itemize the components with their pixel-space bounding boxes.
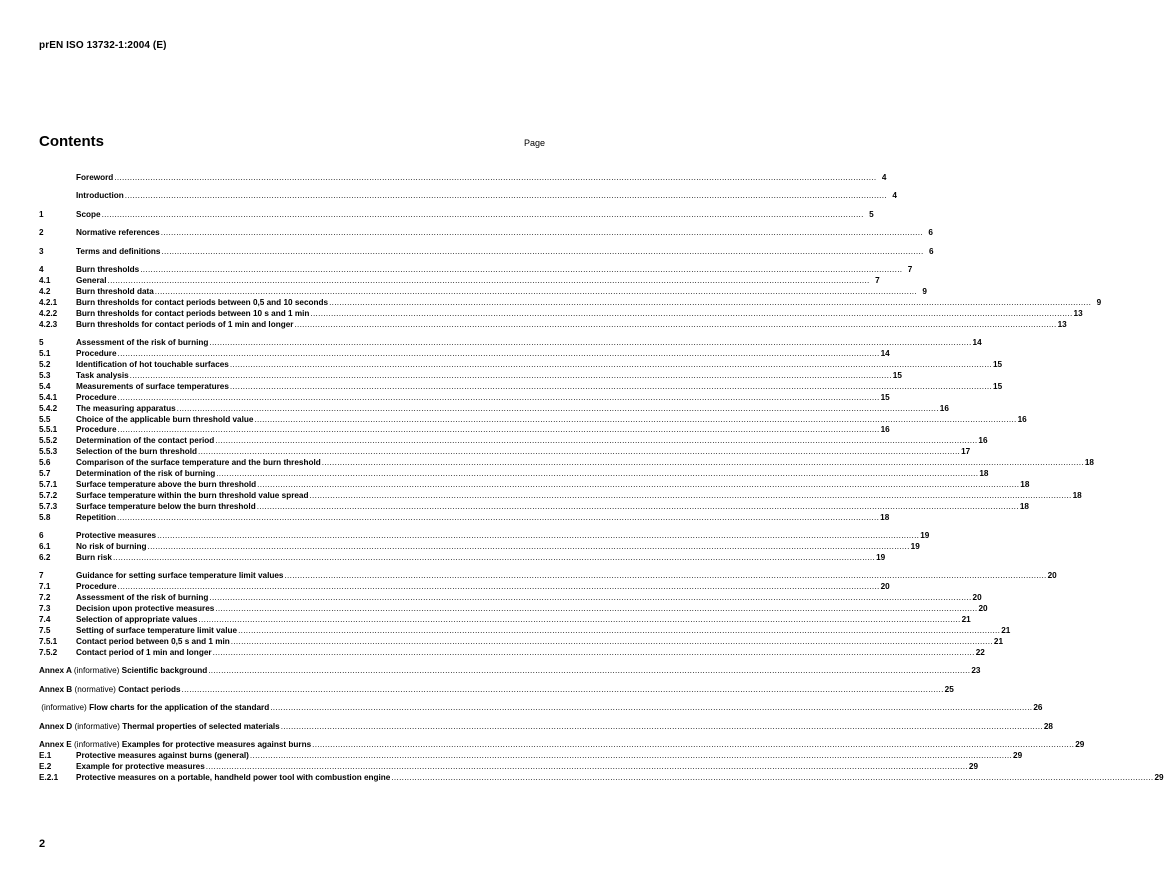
dot-leader bbox=[216, 469, 978, 480]
toc-entry-title: Protective measures on a portable, handheld power tool with combustion engine bbox=[76, 772, 391, 782]
toc-entry-page: 4 bbox=[892, 191, 897, 201]
dot-leader bbox=[117, 513, 879, 524]
annex-type-note: (informative) bbox=[74, 740, 120, 750]
toc-entry-title: Repetition bbox=[76, 512, 117, 522]
toc-entry-number: E.2.1 bbox=[39, 772, 59, 782]
toc-entry-page: 21 bbox=[961, 614, 971, 624]
toc-entry-number: 7.5.2 bbox=[39, 647, 58, 657]
toc-entry-title: Procedure bbox=[76, 392, 117, 402]
toc-entry-page: 23 bbox=[971, 666, 981, 676]
toc-entry-page: 15 bbox=[880, 392, 890, 402]
annex-type-note: (informative) bbox=[73, 666, 120, 676]
toc-entry-title: Example for protective measures bbox=[76, 761, 205, 771]
toc-entry-number: 5.4 bbox=[39, 381, 51, 391]
toc-entry-title: Introduction bbox=[76, 191, 124, 201]
toc-entry-number: 5.3 bbox=[39, 371, 51, 381]
toc-entry-number: 4 bbox=[39, 265, 44, 275]
dot-leader bbox=[312, 740, 1074, 751]
annex-label: Annex A bbox=[39, 666, 72, 676]
dot-leader bbox=[148, 542, 910, 553]
toc-entry[interactable] bbox=[39, 531, 930, 542]
dot-leader bbox=[270, 703, 1032, 714]
toc-entry-page: 16 bbox=[1017, 414, 1027, 424]
toc-entry-title bbox=[39, 722, 280, 733]
dot-leader bbox=[118, 349, 880, 360]
toc-entry-page: 15 bbox=[993, 381, 1003, 391]
toc-entry-title bbox=[39, 703, 269, 714]
toc-entry-title: Guidance for setting surface temperature limit values bbox=[76, 571, 284, 581]
toc-entry[interactable] bbox=[39, 772, 1164, 784]
toc-entry-number: 7.3 bbox=[39, 604, 51, 614]
toc-entry[interactable] bbox=[39, 614, 971, 626]
dot-leader bbox=[250, 751, 1012, 762]
toc-entry-title: Terms and definitions bbox=[76, 246, 161, 256]
toc-entry[interactable] bbox=[39, 191, 897, 202]
toc-entry-title: Setting of surface temperature limit value bbox=[76, 625, 238, 635]
dot-leader bbox=[230, 382, 992, 393]
toc-entry-title: Contact period between 0,5 s and 1 min bbox=[76, 636, 230, 646]
toc-entry-title: Surface temperature below the burn threshold bbox=[76, 501, 256, 511]
toc-entry-number: 4.1 bbox=[39, 276, 51, 286]
toc-entry-page: 20 bbox=[972, 593, 982, 603]
page-column-label: Page bbox=[523, 138, 545, 148]
toc-entry-page: 7 bbox=[907, 265, 913, 275]
toc-entry-title: Procedure bbox=[76, 425, 117, 435]
dot-leader bbox=[108, 276, 870, 287]
toc-entry-number: 6 bbox=[39, 531, 44, 541]
toc-entry[interactable] bbox=[39, 447, 971, 458]
toc-entry-number: 5.7.3 bbox=[39, 501, 58, 511]
toc-entry-number: 5.7.2 bbox=[39, 490, 58, 500]
toc-entry-number: 4.2.3 bbox=[39, 319, 58, 329]
toc-entry-page: 18 bbox=[880, 512, 890, 522]
toc-entry-page: 19 bbox=[910, 541, 920, 551]
dot-leader bbox=[213, 648, 975, 659]
dot-leader bbox=[257, 480, 1019, 491]
toc-entry-title: Normative references bbox=[76, 228, 160, 238]
toc-entry-page: 15 bbox=[992, 360, 1003, 370]
toc-entry[interactable] bbox=[39, 636, 1004, 648]
toc-entry-number: 6.1 bbox=[39, 541, 51, 551]
toc-entry-page: 6 bbox=[929, 246, 934, 256]
toc-entry-title: Burn thresholds for contact periods between 0,5 and 10 seconds bbox=[76, 298, 329, 308]
dot-leader bbox=[113, 553, 875, 564]
toc-entry-title: Protective measures bbox=[76, 531, 157, 541]
dot-leader bbox=[281, 722, 1043, 733]
annex-title: Examples for protective measures against burns bbox=[121, 740, 312, 750]
toc-entry-page: 29 bbox=[1154, 772, 1164, 782]
toc-entry-number: 5.2 bbox=[39, 360, 51, 370]
toc-entry-page: 7 bbox=[875, 276, 880, 286]
toc-entry-number: E.2 bbox=[39, 761, 52, 771]
toc-entry-page: 29 bbox=[1075, 740, 1085, 750]
annex-type-note: (informative) bbox=[74, 721, 120, 731]
toc-entry-page: 21 bbox=[993, 636, 1004, 646]
dot-leader bbox=[161, 247, 923, 258]
toc-entry-title: Selection of appropriate values bbox=[76, 614, 198, 624]
toc-entry[interactable] bbox=[39, 371, 902, 382]
toc-entry-page: 14 bbox=[880, 349, 890, 359]
dot-leader bbox=[114, 173, 876, 184]
toc-entry[interactable] bbox=[39, 721, 1053, 733]
toc-entry-page: 25 bbox=[944, 684, 954, 694]
toc-entry-number: 1 bbox=[39, 209, 44, 219]
annex-label: Annex D bbox=[39, 721, 73, 731]
toc-entry-page: 18 bbox=[1020, 479, 1030, 489]
toc-entry-page: 9 bbox=[922, 287, 927, 297]
dot-leader bbox=[118, 582, 880, 593]
toc-entry[interactable] bbox=[39, 228, 933, 239]
toc-entry[interactable] bbox=[39, 604, 988, 615]
toc-entry[interactable] bbox=[39, 541, 920, 553]
table-of-contents bbox=[39, 173, 1164, 784]
annex-label: Annex E bbox=[39, 740, 72, 750]
toc-entry-number: 4.2.1 bbox=[39, 298, 58, 308]
toc-entry[interactable] bbox=[39, 552, 886, 564]
toc-entry[interactable] bbox=[39, 469, 989, 480]
toc-entry-title: Burn risk bbox=[76, 552, 112, 562]
annex-title: Scientific background bbox=[121, 666, 208, 676]
dot-leader bbox=[157, 531, 919, 542]
dot-leader bbox=[118, 393, 880, 404]
dot-leader bbox=[257, 502, 1019, 513]
toc-entry-page: 14 bbox=[972, 338, 982, 348]
toc-entry[interactable] bbox=[39, 625, 1011, 637]
dot-leader bbox=[140, 265, 902, 276]
toc-entry[interactable] bbox=[39, 287, 927, 298]
toc-entry-number: 5.1 bbox=[39, 349, 51, 359]
toc-entry-title: Scope bbox=[76, 209, 101, 219]
toc-entry-page: 16 bbox=[880, 425, 890, 435]
toc-entry-number: 7.1 bbox=[39, 582, 51, 592]
dot-leader bbox=[130, 371, 892, 382]
dot-leader bbox=[329, 298, 1091, 309]
toc-entry-page: 13 bbox=[1073, 308, 1083, 318]
dot-leader bbox=[310, 309, 1072, 320]
toc-entry-page: 18 bbox=[1072, 490, 1082, 500]
dot-leader bbox=[208, 666, 970, 677]
dot-leader bbox=[215, 604, 977, 615]
toc-entry[interactable] bbox=[39, 582, 890, 593]
dot-leader bbox=[238, 626, 1000, 637]
toc-entry-number: 5.7 bbox=[39, 469, 51, 479]
toc-entry-page: 17 bbox=[961, 447, 971, 457]
page-number: 2 bbox=[39, 838, 46, 850]
toc-entry-number: 5.4.1 bbox=[39, 392, 58, 402]
toc-entry-page: 29 bbox=[1013, 750, 1023, 760]
toc-entry-page: 5 bbox=[869, 209, 874, 219]
toc-entry-page: 16 bbox=[978, 436, 988, 446]
toc-entry[interactable] bbox=[39, 349, 890, 360]
dot-leader bbox=[294, 320, 1056, 331]
document-header: prEN ISO 13732-1:2004 (E) bbox=[39, 40, 167, 51]
toc-entry-title: Identification of hot touchable surfaces bbox=[76, 360, 229, 370]
toc-entry-page: 16 bbox=[939, 403, 949, 413]
toc-entry-title: Comparison of the surface temperature and the burn threshold bbox=[76, 458, 321, 468]
toc-entry-page: 29 bbox=[968, 761, 979, 771]
toc-entry-title bbox=[39, 666, 207, 677]
toc-entry-page: 19 bbox=[876, 552, 886, 562]
dot-leader bbox=[177, 404, 939, 415]
annex-title: Contact periods bbox=[118, 684, 181, 694]
toc-entry[interactable] bbox=[39, 436, 988, 447]
toc-entry-page: 20 bbox=[1047, 571, 1057, 581]
page-title: Contents bbox=[39, 133, 104, 150]
annex-type-note: (normative) bbox=[74, 684, 116, 694]
dot-leader bbox=[209, 338, 971, 349]
toc-entry[interactable] bbox=[39, 425, 890, 436]
dot-leader bbox=[206, 762, 968, 773]
dot-leader bbox=[254, 415, 1016, 426]
toc-entry-title bbox=[39, 685, 181, 696]
toc-entry-title: Measurements of surface temperatures bbox=[76, 381, 229, 391]
toc-entry[interactable] bbox=[39, 265, 913, 276]
toc-entry-title: Assessment of the risk of burning bbox=[76, 593, 209, 603]
dot-leader bbox=[182, 685, 944, 696]
toc-entry[interactable] bbox=[39, 403, 949, 415]
toc-entry-number: 5.8 bbox=[39, 512, 51, 522]
toc-entry-title: General bbox=[76, 276, 107, 286]
toc-entry[interactable] bbox=[39, 338, 982, 349]
toc-entry-number: 4.2.2 bbox=[39, 308, 58, 318]
toc-entry[interactable] bbox=[39, 761, 979, 773]
toc-entry-page: 20 bbox=[978, 604, 988, 614]
toc-entry-title: Protective measures against burns (general) bbox=[76, 750, 249, 760]
toc-entry-number: 7.2 bbox=[39, 593, 51, 603]
toc-entry-title: Contact period of 1 min and longer bbox=[76, 647, 212, 657]
toc-entry-title: Determination of the contact period bbox=[76, 436, 215, 446]
toc-entry-page: 26 bbox=[1033, 703, 1043, 713]
toc-entry-title: Surface temperature above the burn threshold bbox=[76, 479, 257, 489]
toc-entry-page: 6 bbox=[928, 228, 933, 238]
toc-entry-title: Selection of the burn threshold bbox=[76, 447, 197, 457]
toc-entry-page: 20 bbox=[880, 582, 890, 592]
toc-entry-number: 5.5.3 bbox=[39, 447, 58, 457]
toc-entry-number: 3 bbox=[39, 246, 44, 256]
dot-leader bbox=[209, 593, 971, 604]
toc-entry-number: 5.7.1 bbox=[39, 479, 58, 489]
toc-entry-title: Determination of the risk of burning bbox=[76, 469, 216, 479]
dot-leader bbox=[125, 191, 887, 202]
toc-entry[interactable] bbox=[39, 319, 1067, 331]
toc-entry[interactable] bbox=[39, 740, 1085, 751]
toc-entry-page: 19 bbox=[920, 531, 930, 541]
dot-leader bbox=[198, 615, 960, 626]
toc-entry-page: 13 bbox=[1057, 319, 1067, 329]
dot-leader bbox=[230, 360, 992, 371]
toc-entry-number: 6.2 bbox=[39, 552, 51, 562]
toc-entry[interactable] bbox=[39, 593, 982, 604]
toc-entry-page: 28 bbox=[1043, 721, 1053, 731]
toc-entry-page: 18 bbox=[979, 469, 989, 479]
annex-label: Annex B bbox=[39, 684, 73, 694]
toc-entry-number: 2 bbox=[39, 228, 44, 238]
toc-entry[interactable] bbox=[39, 750, 1023, 762]
toc-entry-title: Burn thresholds bbox=[76, 265, 140, 275]
toc-entry[interactable] bbox=[39, 458, 1094, 469]
toc-entry-page: 22 bbox=[975, 647, 985, 657]
dot-leader bbox=[102, 210, 864, 221]
toc-entry-number: 7.5.1 bbox=[39, 636, 58, 646]
toc-entry-title: Surface temperature within the burn threshold value spread bbox=[76, 490, 309, 500]
dot-leader bbox=[161, 228, 923, 239]
toc-entry[interactable] bbox=[39, 571, 1057, 582]
dot-leader bbox=[322, 458, 1084, 469]
toc-entry[interactable] bbox=[39, 703, 1043, 714]
toc-entry[interactable] bbox=[39, 501, 1029, 513]
toc-entry-title: No risk of burning bbox=[76, 541, 147, 551]
dot-leader bbox=[391, 773, 1153, 784]
toc-entry[interactable] bbox=[39, 173, 887, 184]
dot-leader bbox=[215, 436, 977, 447]
toc-entry-number: 4.2 bbox=[39, 287, 51, 297]
toc-entry[interactable] bbox=[39, 360, 1003, 371]
toc-entry-page: 15 bbox=[892, 371, 902, 381]
toc-entry-number: 7.4 bbox=[39, 614, 51, 624]
toc-entry-page: 9 bbox=[1096, 298, 1102, 308]
toc-entry[interactable] bbox=[39, 298, 1102, 309]
dot-leader bbox=[198, 447, 960, 458]
toc-entry-number: 7 bbox=[39, 571, 44, 581]
toc-entry[interactable] bbox=[39, 512, 890, 524]
toc-entry[interactable] bbox=[39, 209, 874, 221]
dot-leader bbox=[309, 491, 1071, 502]
toc-entry[interactable] bbox=[39, 647, 985, 659]
toc-entry-number: 5.6 bbox=[39, 458, 51, 468]
toc-entry[interactable] bbox=[39, 381, 1003, 393]
toc-entry-number: 7.5 bbox=[39, 625, 51, 635]
toc-entry-number: 5.4.2 bbox=[39, 403, 58, 413]
toc-entry[interactable] bbox=[39, 392, 890, 404]
dot-leader bbox=[284, 571, 1046, 582]
toc-entry[interactable] bbox=[39, 308, 1083, 320]
toc-entry-title: Assessment of the risk of burning bbox=[76, 338, 209, 348]
annex-title: Thermal properties of selected materials bbox=[122, 721, 280, 731]
toc-entry-title: Burn thresholds for contact periods between 10 s and 1 min bbox=[76, 308, 310, 318]
toc-entry-title: Choice of the applicable burn threshold value bbox=[76, 414, 254, 424]
toc-entry-title: Procedure bbox=[76, 349, 117, 359]
toc-entry-number: 5.5.2 bbox=[39, 436, 58, 446]
toc-entry[interactable] bbox=[39, 684, 954, 696]
toc-entry[interactable] bbox=[39, 666, 981, 677]
toc-entry-title: Procedure bbox=[76, 582, 117, 592]
toc-entry-page: 4 bbox=[881, 173, 887, 182]
toc-entry-title: The measuring apparatus bbox=[76, 403, 176, 413]
toc-entry-page: 18 bbox=[1019, 501, 1029, 511]
toc-entry-number: 5 bbox=[39, 338, 44, 348]
annex-title: Flow charts for the application of the standard bbox=[89, 703, 270, 713]
annex-type-note: (informative) bbox=[41, 703, 87, 713]
toc-entry-title: Burn threshold data bbox=[76, 287, 154, 297]
toc-entry[interactable] bbox=[39, 246, 934, 258]
toc-entry-page: 21 bbox=[1001, 625, 1011, 635]
dot-leader bbox=[155, 287, 917, 298]
toc-entry-page: 18 bbox=[1084, 458, 1094, 468]
toc-entry[interactable] bbox=[39, 414, 1027, 426]
toc-entry[interactable] bbox=[39, 479, 1030, 491]
toc-entry-number: 5.5.1 bbox=[39, 425, 58, 435]
toc-entry[interactable] bbox=[39, 490, 1082, 502]
dot-leader bbox=[118, 425, 880, 436]
toc-entry-title: Task analysis bbox=[76, 371, 129, 381]
toc-entry-number: E.1 bbox=[39, 750, 52, 760]
toc-entry-title bbox=[39, 740, 311, 751]
dot-leader bbox=[231, 637, 993, 648]
toc-entry-title: Burn thresholds for contact periods of 1 min and longer bbox=[76, 319, 294, 329]
toc-entry-number: 5.5 bbox=[39, 414, 51, 424]
toc-entry-title: Foreword bbox=[76, 173, 114, 182]
toc-entry-title: Decision upon protective measures bbox=[76, 604, 215, 614]
toc-entry[interactable] bbox=[39, 276, 880, 287]
